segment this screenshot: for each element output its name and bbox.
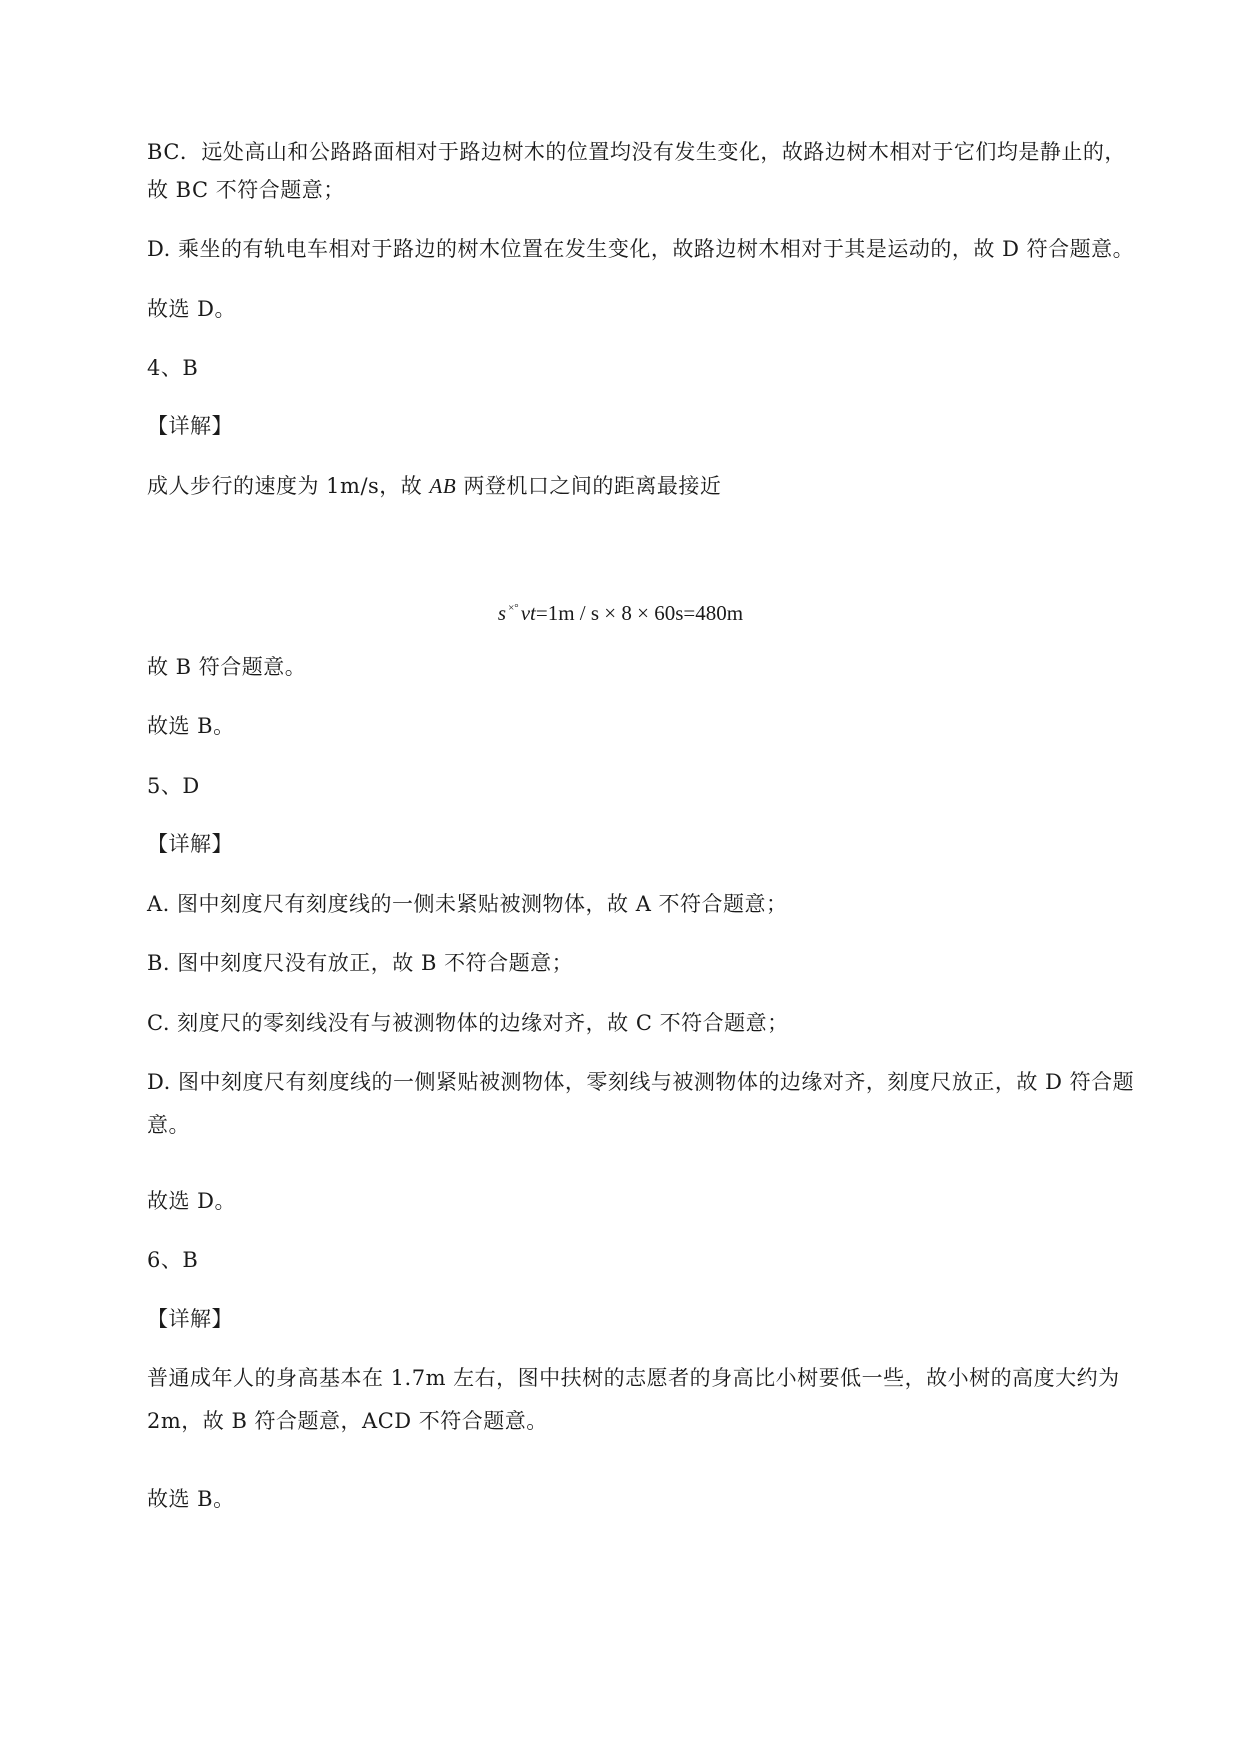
q6-explanation: 普通成年人的身高基本在 1.7m 左右，图中扶树的志愿者的身高比小树要低一些，故小树的高度大约为 2m，故 B 符合题意，ACD 不符合题意。 (147, 1366, 1120, 1433)
q4-explanation-post: 两登机口之间的距离最接近 (463, 474, 722, 498)
q5-option-c: C. 刻度尺的零刻线没有与被测物体的边缘对齐，故 C 不符合题意； (147, 1011, 789, 1035)
q5-heading: 【详解】 (147, 832, 233, 856)
q6-answer: 6、B (147, 1248, 199, 1272)
q5-answer: 5、D (147, 774, 200, 798)
q6-heading: 【详解】 (147, 1307, 233, 1331)
q5-option-b: B. 图中刻度尺没有放正，故 B 不符合题意； (147, 951, 574, 975)
formula-approx-symbol: ×° (508, 602, 519, 614)
q5-conclusion: 故选 D。 (147, 1189, 237, 1213)
q4-answer: 4、B (147, 356, 199, 380)
q4-explanation-pre: 成人步行的速度为 1m/s，故 (147, 474, 423, 498)
q5-option-a: A. 图中刻度尺有刻度线的一侧未紧贴被测物体，故 A 不符合题意； (147, 892, 788, 916)
q3-conclusion: 故选 D。 (147, 297, 237, 321)
q3-option-bc-line1: BC．远处高山和公路路面相对于路边树木的位置均没有发生变化，故路边树木相对于它们均是静止的， (147, 140, 1126, 164)
formula-vt: vt (520, 601, 536, 625)
q5-option-d: D. 图中刻度尺有刻度线的一侧紧贴被测物体，零刻线与被测物体的边缘对齐，刻度尺放正，故 D 符合题意。 (147, 1070, 1135, 1137)
q3-option-d: D. 乘坐的有轨电车相对于路边的树木位置在发生变化，故路边树木相对于其是运动的，故 D 符合题意。 (147, 237, 1135, 261)
q4-explanation (147, 468, 721, 504)
q6-conclusion: 故选 B。 (147, 1487, 235, 1511)
formula-rest: =1m / s × 8 × 60s=480m (535, 601, 744, 625)
q4-conclusion: 故选 B。 (147, 714, 235, 738)
q4-heading: 【详解】 (147, 414, 233, 438)
q4-explanation-ab: AB (429, 474, 457, 498)
q3-option-bc-line2: 故 BC 不符合题意； (147, 178, 345, 202)
formula-s: s (497, 601, 507, 625)
q4-result: 故 B 符合题意。 (147, 655, 307, 679)
q4-formula (0, 590, 1241, 631)
